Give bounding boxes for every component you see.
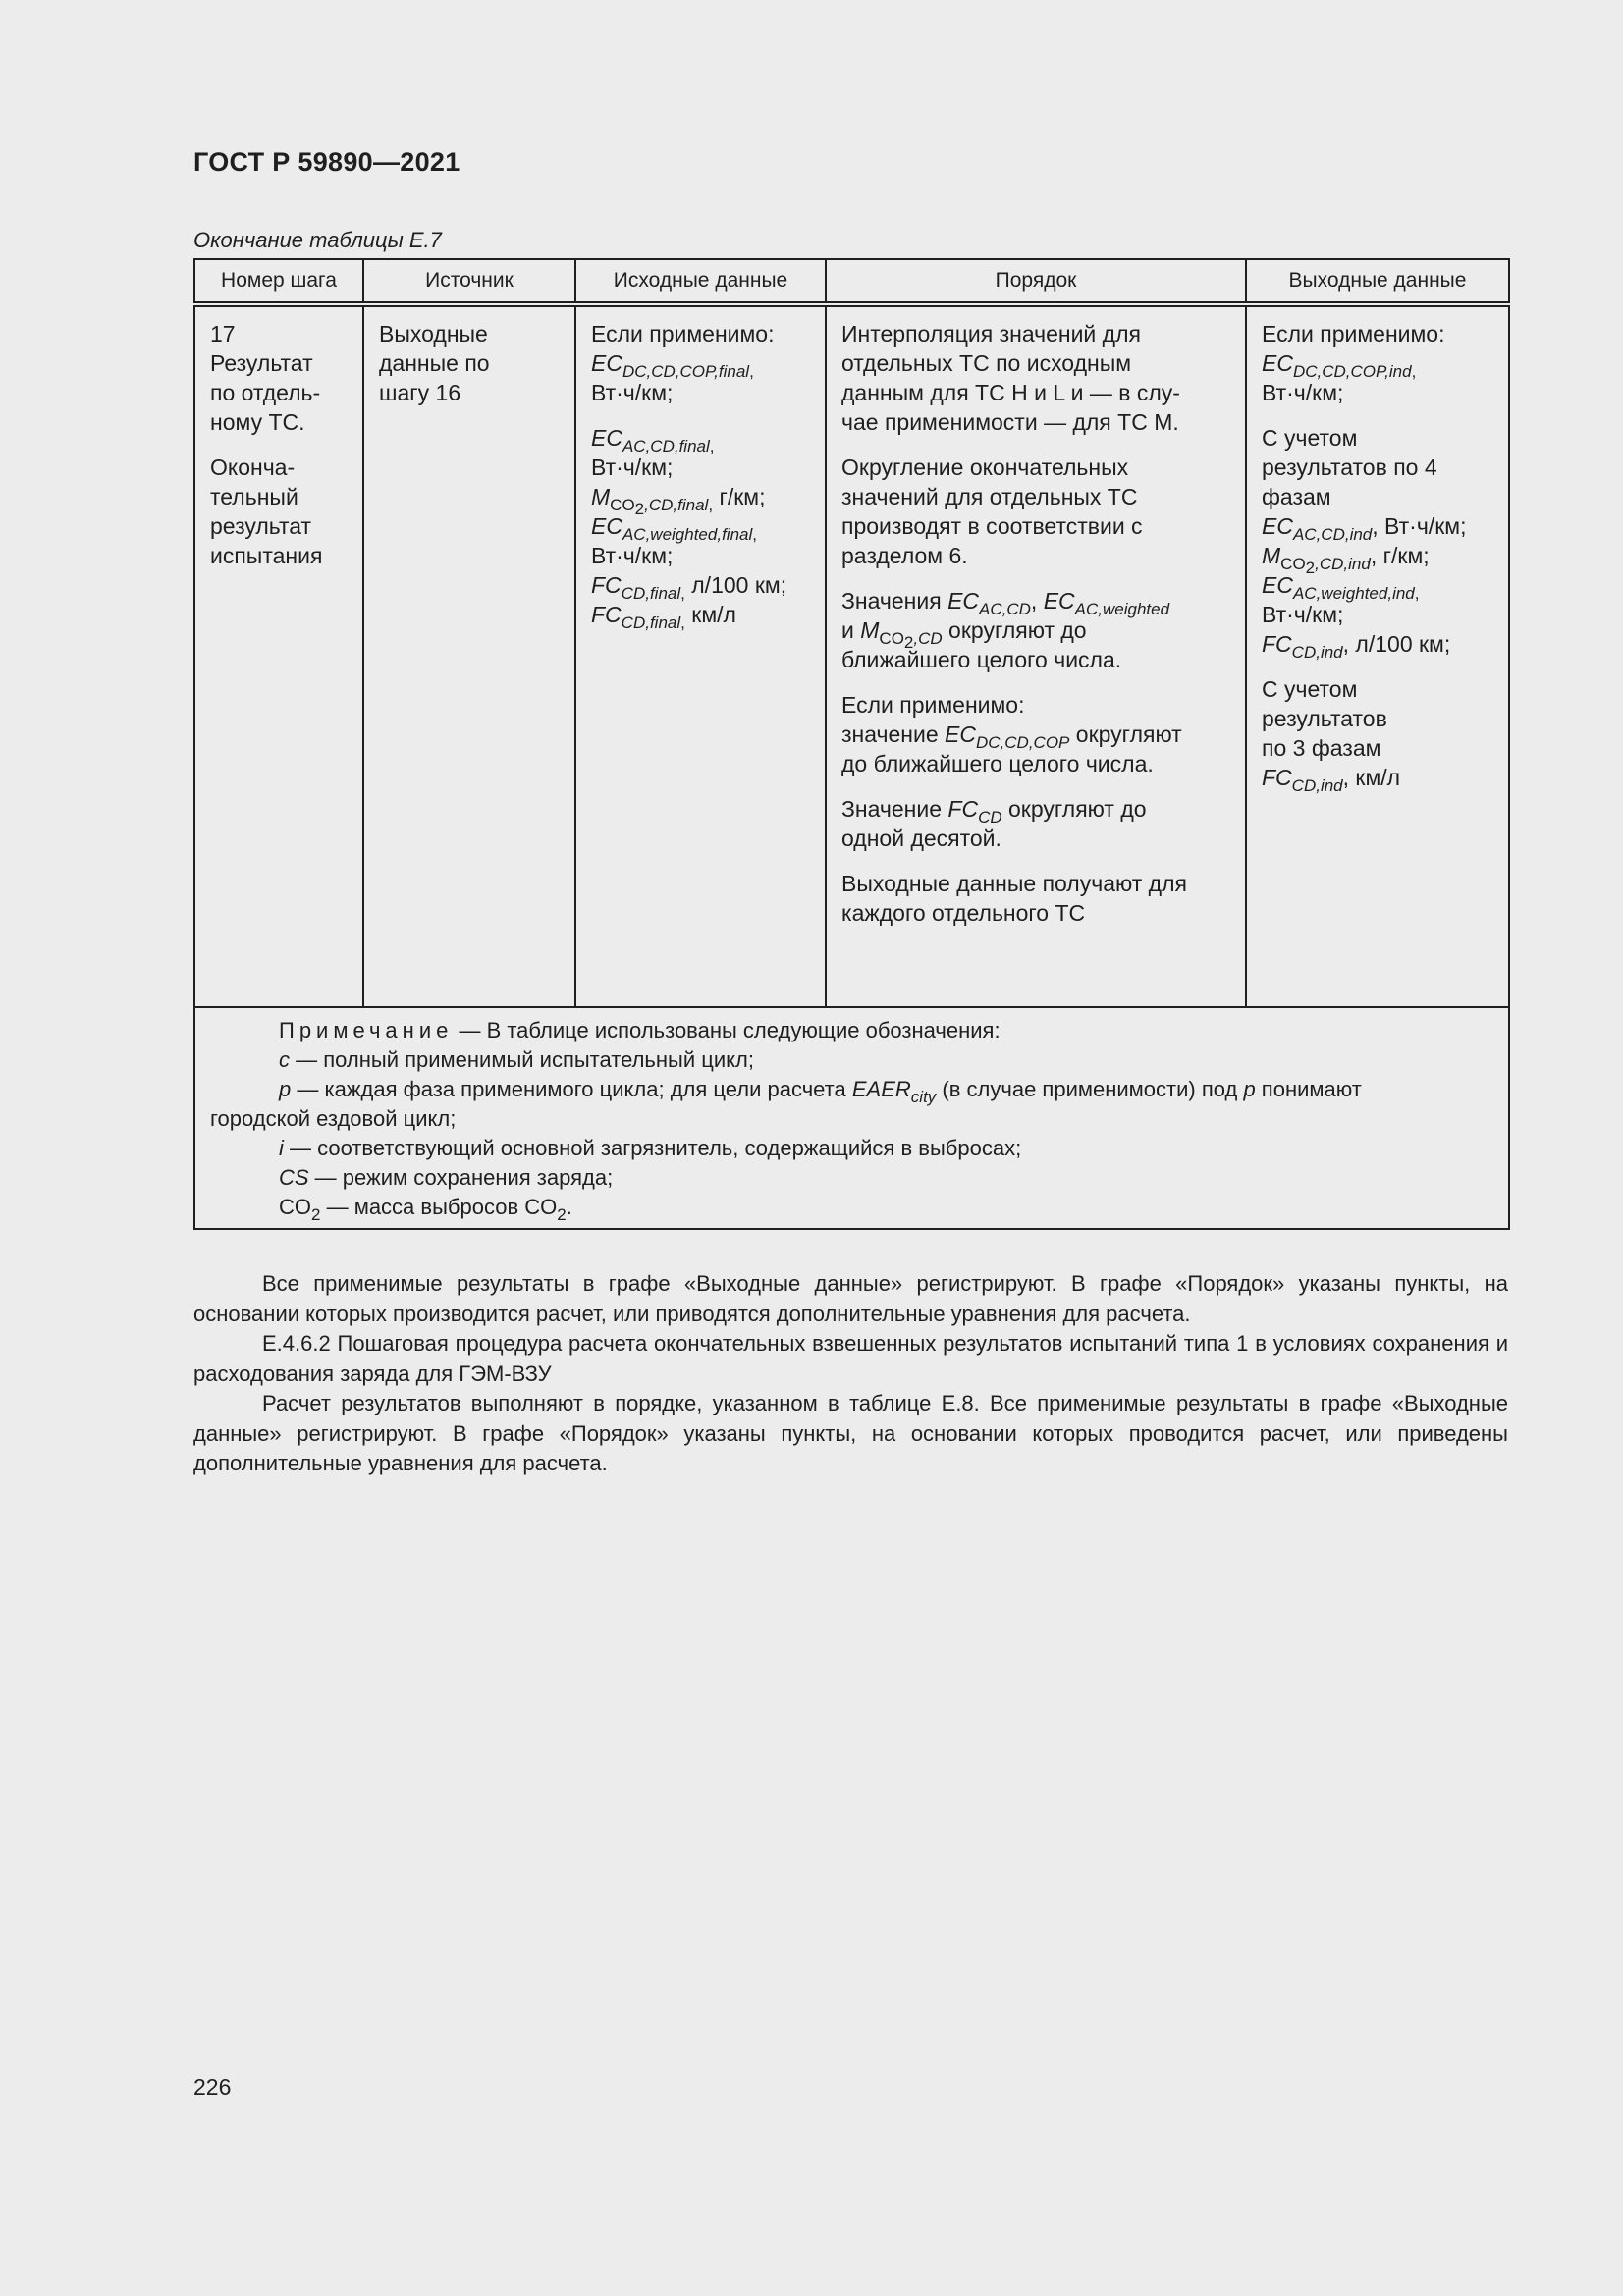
header-input: Исходные данные: [575, 259, 826, 304]
order-line: Выходные данные получают для: [841, 871, 1187, 896]
header-source: Источник: [363, 259, 575, 304]
note-item-c: c — полный применимый испытательный цикл;: [279, 1047, 754, 1072]
step-line: результат: [210, 513, 312, 539]
input-ec-weighted-final: $EC_{AC,weighted,final,}$: [591, 513, 757, 544]
step-line: Оконча-: [210, 454, 296, 480]
body-paragraph: Е.4.6.2 Пошаговая процедура расчета окончательных взвешенных результатов испытаний типа 1 в условиях сохранения и расходования заряда для ГЭМ-ВЗУ: [193, 1331, 1508, 1386]
cell-order: [826, 304, 1246, 1007]
note-item-p-cont: городской ездовой цикл;: [210, 1106, 457, 1131]
table-caption: Окончание таблицы Е.7: [193, 228, 442, 252]
order-line: Интерполяция значений для: [841, 321, 1141, 347]
order-rounding-line: значение $EC_{DC,CD,COP}$ округляют: [841, 721, 1182, 752]
order-line: отдельных ТС по исходным: [841, 350, 1132, 376]
body-paragraph: Все применимые результаты в графе «Выходные данные» регистрируют. В графе «Порядок» указаны пункты, на основании которых производится расчет, или приводятся дополнительные уравнения для расчета.: [193, 1271, 1508, 1326]
note-item-p: p — каждая фаза применимого цикла; для цели расчета $EAER_{city}$ (в случае применимости) под p понимают: [279, 1077, 1362, 1106]
input-fc-l100: $FC_{CD,final,}$ л/100 км;: [591, 572, 787, 603]
header-output: Выходные данные: [1246, 259, 1509, 304]
input-unit: Вт·ч/км;: [591, 380, 674, 405]
source-line: данные по: [379, 350, 490, 376]
note-item-i: i — соответствующий основной загрязнитель, содержащийся в выбросах;: [279, 1136, 1022, 1160]
output-ec-dc-ind: $EC_{DC,CD,COP,ind,}$: [1262, 350, 1417, 381]
output-line: результатов: [1262, 706, 1387, 731]
input-ec-dc-final: $EC_{DC,CD,COP,final,}$: [591, 350, 754, 381]
order-rounding-line: Значения $EC_{AC,CD}$, $EC_{AC,weighted}$: [841, 588, 1170, 618]
input-if-applicable: Если применимо:: [591, 321, 775, 347]
output-line: результатов по 4: [1262, 454, 1437, 480]
cell-input: [575, 304, 826, 1007]
order-line: производят в соответствии с: [841, 513, 1143, 539]
table-note: [194, 1007, 1509, 1229]
header-order: Порядок: [826, 259, 1246, 304]
cell-step: [194, 304, 363, 1007]
step-line: испытания: [210, 543, 323, 568]
output-line: С учетом: [1262, 676, 1358, 702]
order-line: чае применимости — для ТС M.: [841, 409, 1179, 435]
output-line: по 3 фазам: [1262, 735, 1381, 761]
order-line: ближайшего целого числа.: [841, 647, 1122, 672]
output-line: С учетом: [1262, 425, 1358, 451]
source-line: шагу 16: [379, 380, 461, 405]
table-note-row: [194, 1007, 1509, 1229]
cell-source: [363, 304, 575, 1007]
source-line: Выходные: [379, 321, 488, 347]
input-unit: Вт·ч/км;: [591, 543, 674, 568]
note-intro: Примечание — В таблице использованы следующие обозначения:: [279, 1018, 1001, 1042]
step-line: ному ТС.: [210, 409, 305, 435]
step-line: по отдель-: [210, 380, 321, 405]
table-e7: [193, 258, 1508, 1230]
order-line: одной десятой.: [841, 826, 1001, 851]
output-line: фазам: [1262, 484, 1331, 509]
output-mco2-ind: $M_{CO2,CD,ind}$, г/км;: [1262, 543, 1430, 577]
step-line: Результат: [210, 350, 313, 376]
order-line: значений для отдельных ТС: [841, 484, 1138, 509]
order-line: Округление окончательных: [841, 454, 1129, 480]
body-text: [193, 1269, 1508, 1479]
order-line: разделом 6.: [841, 543, 968, 568]
body-paragraph: Расчет результатов выполняют в порядке, указанном в таблице Е.8. Все применимые результаты в графе «Выходные данные» регистрируют. В графе «Порядок» указаны пункты, на основании которых проводится расчет, или приведены дополнительные уравнения для расчета.: [193, 1391, 1508, 1475]
order-line: Если применимо:: [841, 692, 1025, 718]
output-unit: Вт·ч/км;: [1262, 380, 1344, 405]
order-rounding-line: и $M_{CO2,CD}$ округляют до: [841, 617, 1087, 652]
step-number: 17: [210, 321, 236, 347]
step-line: тельный: [210, 484, 298, 509]
table-header-row: [194, 259, 1509, 304]
output-ec-weighted-ind: $EC_{AC,weighted,ind,}$: [1262, 572, 1420, 603]
input-mco2-final: $M_{CO2,CD,final,}$ г/км;: [591, 484, 766, 518]
document-title: ГОСТ Р 59890—2021: [193, 147, 460, 177]
output-unit: Вт·ч/км;: [1262, 602, 1344, 627]
note-item-co2: $CO_2$ — масса выбросов $CO_2$.: [279, 1195, 572, 1224]
table-row: [194, 304, 1509, 1007]
output-if-applicable: Если применимо:: [1262, 321, 1445, 347]
note-item-cs: CS — режим сохранения заряда;: [279, 1165, 614, 1190]
input-fc-kml: $FC_{CD,final,}$ км/л: [591, 602, 736, 632]
output-fc-kml: $FC_{CD,ind}$, км/л: [1262, 765, 1401, 795]
order-rounding-line: Значение $FC_{CD}$ округляют до: [841, 796, 1147, 827]
output-ec-ac-ind: $EC_{AC,CD,ind}$, Вт·ч/км;: [1262, 513, 1467, 544]
order-line: до ближайшего целого числа.: [841, 751, 1154, 776]
note-label: Примечание: [279, 1018, 454, 1042]
page-number: 226: [193, 2074, 232, 2100]
order-line: данным для ТС H и L и — в слу-: [841, 380, 1180, 405]
order-line: каждого отдельного ТС: [841, 900, 1086, 926]
input-ec-ac-final: $EC_{AC,CD,final,}$: [591, 425, 715, 455]
output-fc-l100: $FC_{CD,ind}$, л/100 км;: [1262, 631, 1451, 662]
input-unit: Вт·ч/км;: [591, 454, 674, 480]
cell-output: [1246, 304, 1509, 1007]
header-step: Номер шага: [194, 259, 363, 304]
